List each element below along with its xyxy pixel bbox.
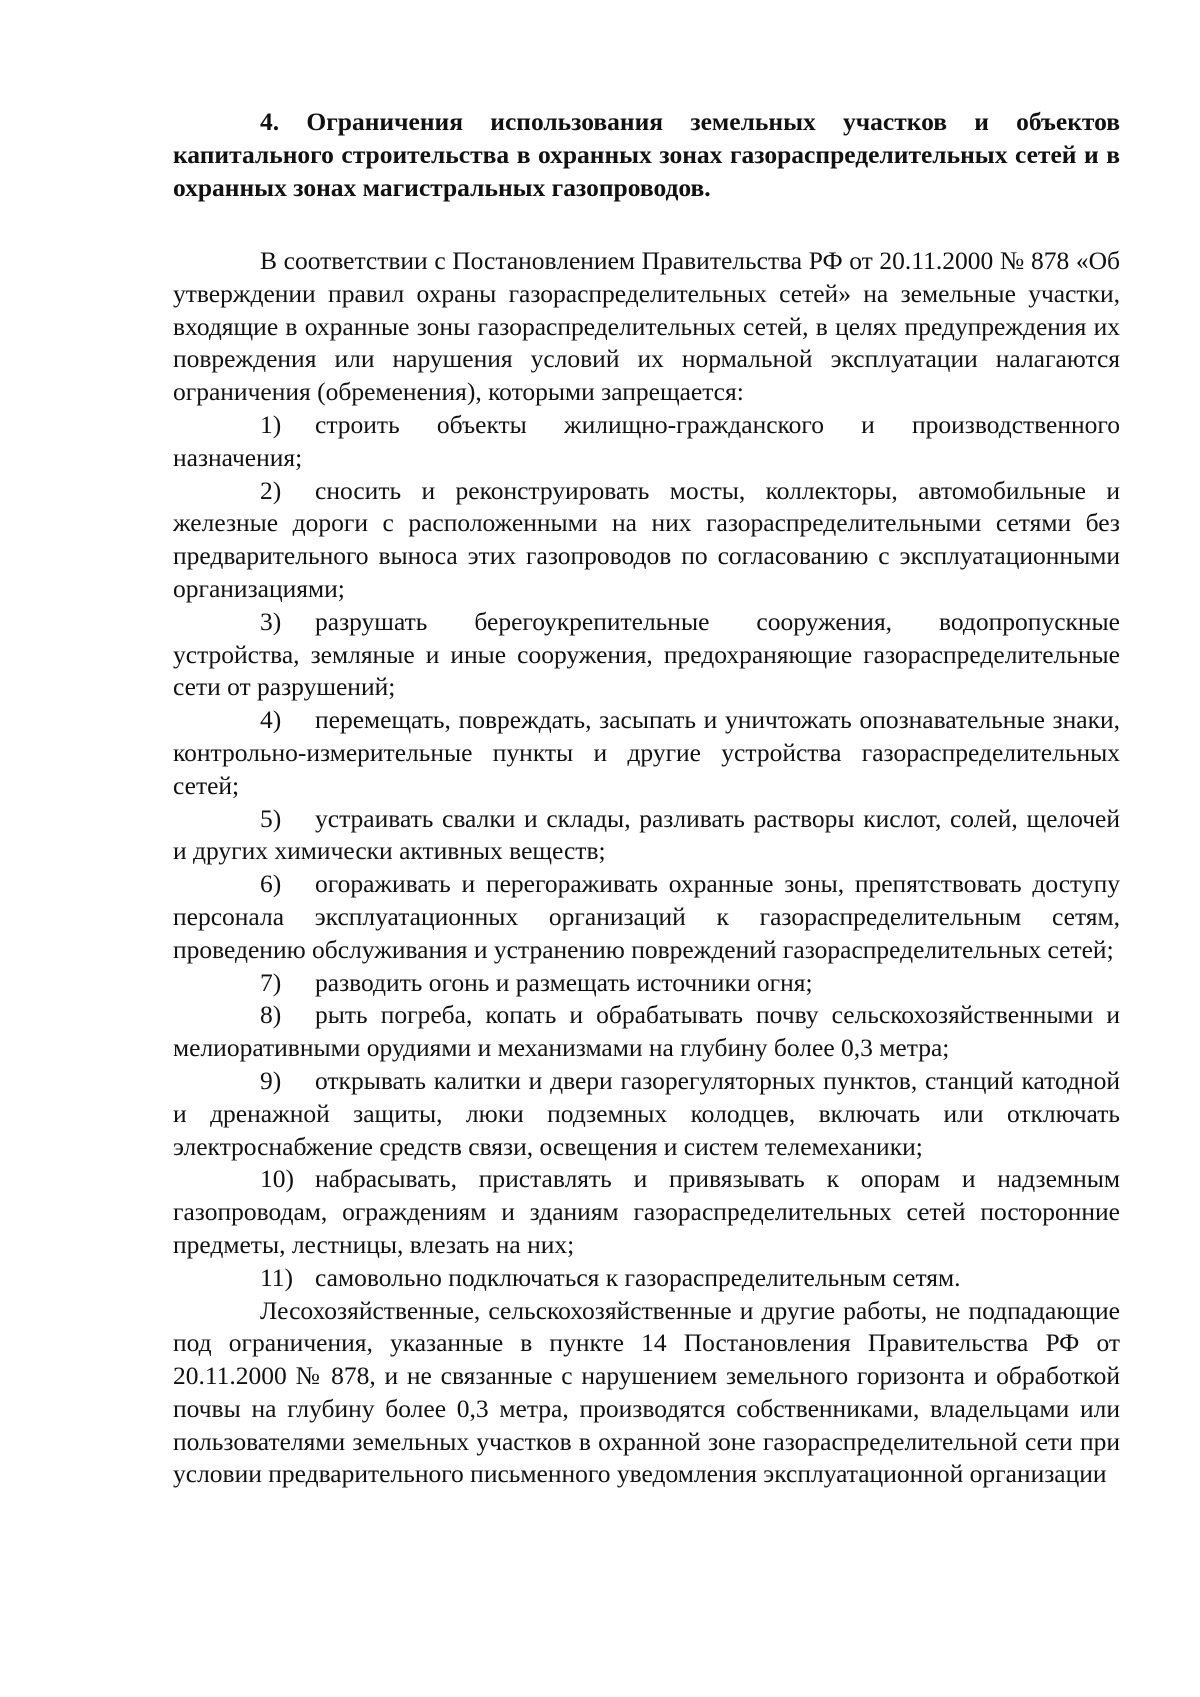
list-item-number: 4) [260, 705, 282, 735]
list-item-text: огораживать и перегораживать охранные зоны, препятствовать доступу персонала эксплуатационных организаций к газораспределительным сетям, проведению обслуживания и устранению повреждений газораспределительных сетей; [173, 869, 1120, 964]
list-item-text: перемещать, повреждать, засыпать и уничтожать опознавательные знаки, контрольно-измерительные пункты и другие устройства газораспределительных сетей; [173, 705, 1120, 800]
list-item [173, 868, 1120, 966]
closing-paragraph: Лесохозяйственные, сельскохозяйственные и другие работы, не подпадающие под ограничения, указанные в пункте 14 Постановления Правительства РФ от 20.11.2000 № 878, и не связанные с нарушением земельного горизонта и обработкой почвы на глубину более 0,3 метра, производятся собственниками, владельцами или пользователями земельных участков в охранной зоне газораспределительной сети при условии предварительного письменного уведомления эксплуатационной организации [173, 1295, 1120, 1489]
list-item [173, 1065, 1120, 1163]
document-page [173, 105, 1120, 1491]
list-item-number: 10) [260, 1164, 294, 1194]
section-heading: 4. Ограничения использования земельных участков и объектов капитального строительства в охранных зонах газораспределительных сетей и в охранных зонах магистральных газопроводов. [173, 107, 1120, 202]
list-item [173, 803, 1120, 869]
list-item-number: 2) [260, 475, 282, 505]
list-item-text: набрасывать, приставлять и привязывать к опорам и надземным газопроводам, ограждениям и зданиям газораспределительных сетей посторонние предметы, лестницы, влезать на них; [173, 1164, 1120, 1259]
list-item-text: самовольно подключаться к газораспределительным сетям. [315, 1262, 961, 1292]
list-item-number: 1) [260, 409, 282, 439]
list-item [173, 606, 1120, 704]
restrictions-list [173, 409, 1120, 1295]
list-item-number: 8) [260, 1000, 282, 1030]
list-item [173, 475, 1120, 606]
list-item-text: рыть погреба, копать и обрабатывать почву сельскохозяйственными и мелиоративными орудиями и механизмами на глубину более 0,3 метра; [173, 1000, 1120, 1063]
list-item [173, 704, 1120, 802]
list-item-number: 7) [260, 967, 282, 997]
list-item-number: 11) [260, 1262, 294, 1292]
list-item-text: разводить огонь и размещать источники огня; [315, 967, 813, 997]
list-item-number: 9) [260, 1065, 282, 1095]
list-item [173, 999, 1120, 1065]
list-item [173, 409, 1120, 475]
list-item [173, 1262, 1120, 1295]
list-item-text: устраивать свалки и склады, разливать растворы кислот, солей, щелочей и других химически активных веществ; [173, 803, 1120, 866]
list-item [173, 967, 1120, 1000]
intro-paragraph: В соответствии с Постановлением Правительства РФ от 20.11.2000 № 878 «Об утверждении правил охраны газораспределительных сетей» на земельные участки, входящие в охранные зоны газораспределительных сетей, в целях предупреждения их повреждения или нарушения условий их нормальной эксплуатации налагаются ограничения (обременения), которыми запрещается: [173, 246, 1120, 407]
list-item-text: открывать калитки и двери газорегуляторных пунктов, станций катодной и дренажной защиты, люки подземных колодцев, включать или отключать электроснабжение средств связи, освещения и систем телемеханики; [173, 1065, 1120, 1161]
list-item-text: сносить и реконструировать мосты, коллекторы, автомобильные и железные дороги с расположенными на них газораспределительными сетями без предварительного выноса этих газопроводов по согласованию с эксплуатационными организациями; [173, 475, 1120, 603]
list-item-text: разрушать берегоукрепительные сооружения, водопропускные устройства, земляные и иные сооружения, предохраняющие газораспределительные сети от разрушений; [173, 606, 1120, 702]
list-item [173, 1163, 1120, 1261]
list-item-number: 3) [260, 606, 282, 636]
list-item-number: 6) [260, 869, 282, 899]
list-item-text: строить объекты жилищно-гражданского и производственного назначения; [173, 409, 1120, 472]
list-item-number: 5) [260, 803, 282, 833]
